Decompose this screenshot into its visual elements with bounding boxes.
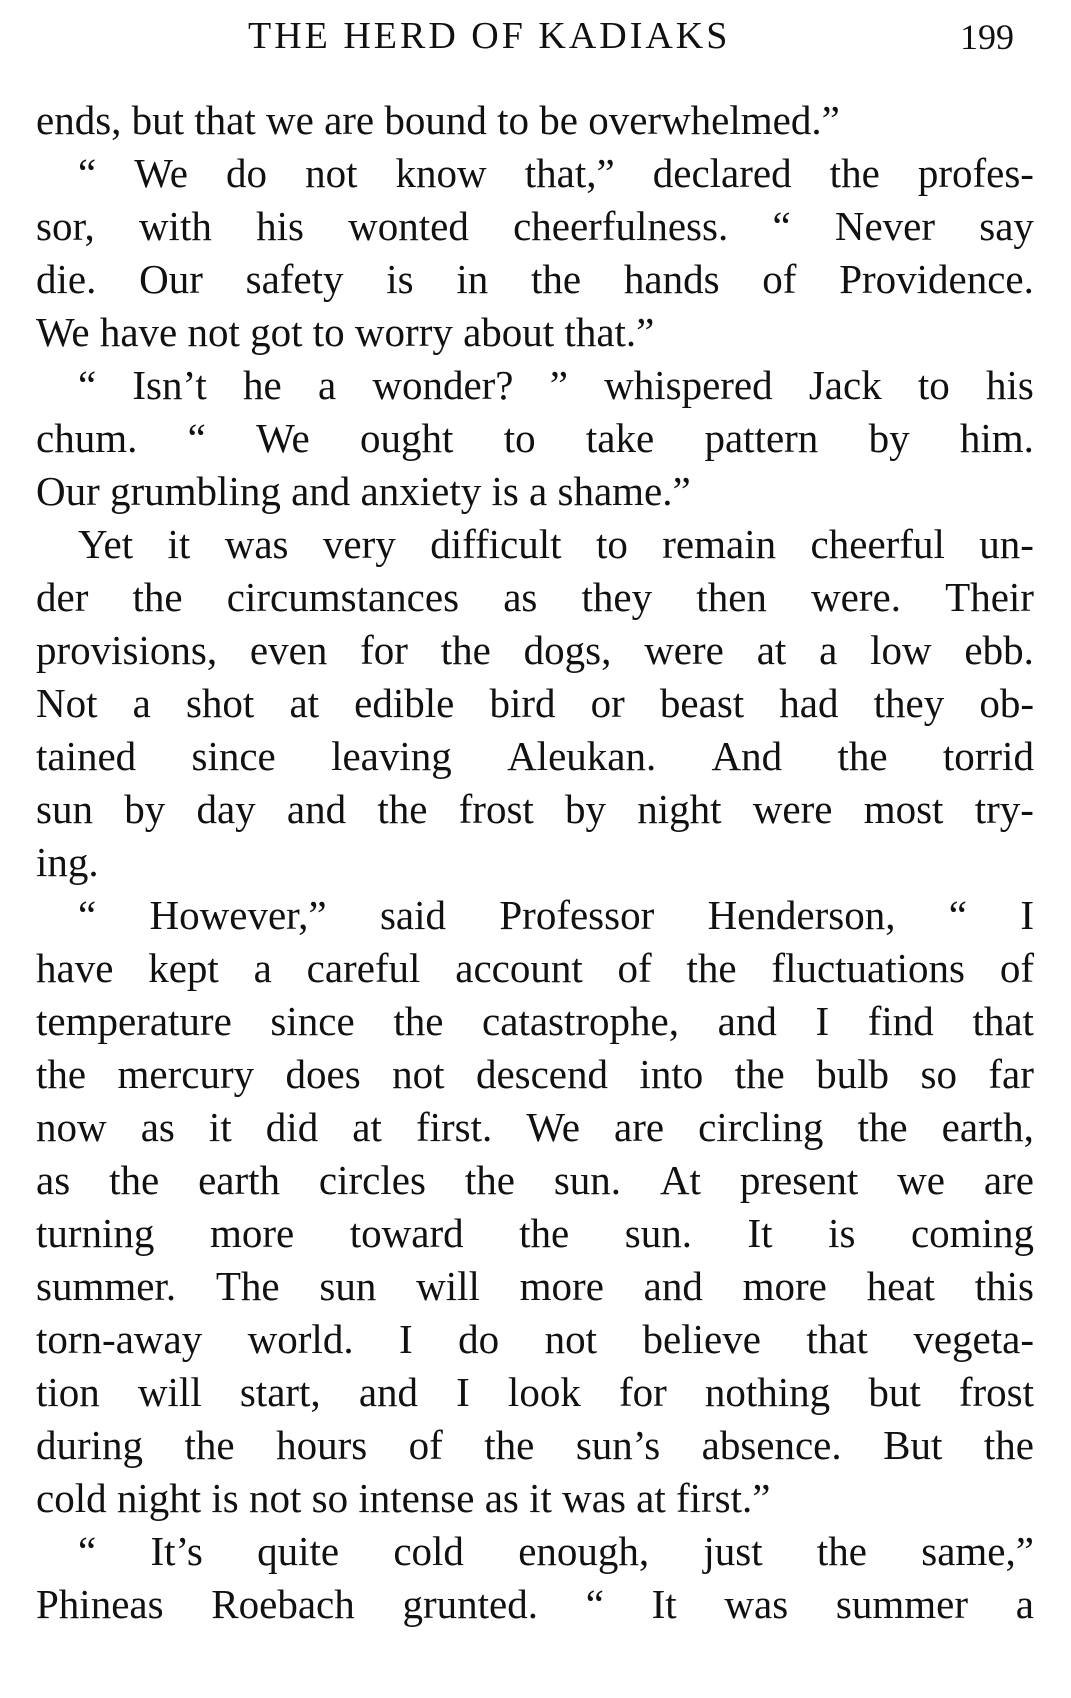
word: the xyxy=(837,733,888,779)
word: by xyxy=(124,786,166,832)
word: of xyxy=(408,1422,443,1468)
running-head xyxy=(0,14,1071,74)
word: very xyxy=(322,521,396,567)
word: I xyxy=(1020,892,1034,938)
word: into xyxy=(639,1051,704,1097)
word: most xyxy=(863,786,944,832)
word: Professor xyxy=(499,892,655,938)
word: It’s xyxy=(150,1528,203,1574)
word: the xyxy=(36,1051,87,1097)
word: a xyxy=(132,680,151,726)
word: his xyxy=(256,203,304,249)
word: nothing xyxy=(704,1369,831,1415)
word: say xyxy=(979,203,1034,249)
word: since xyxy=(270,998,355,1044)
page-number: 199 xyxy=(960,17,1014,57)
text-line: ing. xyxy=(36,839,99,885)
word: cold xyxy=(393,1528,464,1574)
word: absence. xyxy=(701,1422,842,1468)
text-line xyxy=(36,1101,1034,1154)
word: torn-away xyxy=(36,1316,203,1362)
word: believe xyxy=(642,1316,761,1362)
word: whispered xyxy=(604,362,773,408)
word: were xyxy=(752,786,833,832)
word: at xyxy=(289,680,320,726)
word: catastrophe, xyxy=(482,998,679,1044)
word: ob- xyxy=(979,680,1034,726)
word: Roebach xyxy=(211,1581,355,1627)
word: first. xyxy=(415,1104,493,1150)
word: even xyxy=(249,627,328,673)
word: “ xyxy=(585,1581,604,1627)
word: but xyxy=(868,1369,921,1415)
word: Henderson, xyxy=(707,892,896,938)
word: with xyxy=(138,203,212,249)
word: We xyxy=(526,1104,580,1150)
word: Providence. xyxy=(839,256,1034,302)
word: of xyxy=(617,945,652,991)
word: circumstances xyxy=(226,574,460,620)
word: was xyxy=(224,521,289,567)
word: is xyxy=(828,1210,856,1256)
word: edible xyxy=(354,680,455,726)
word: And xyxy=(711,733,783,779)
word: are xyxy=(983,1157,1034,1203)
word: a xyxy=(1015,1581,1034,1627)
word: in xyxy=(456,256,489,302)
text-line xyxy=(36,1260,1034,1313)
word: “ xyxy=(78,892,97,938)
word: night xyxy=(637,786,722,832)
word: Our xyxy=(139,256,203,302)
word: The xyxy=(215,1263,280,1309)
word: declared xyxy=(652,150,792,196)
word: as xyxy=(140,1104,175,1150)
word: ebb. xyxy=(964,627,1034,673)
word: Their xyxy=(945,574,1034,620)
text-line: ends, but that we are bound to be overwhelmed.” xyxy=(36,97,840,143)
word: tained xyxy=(36,733,137,779)
word: the xyxy=(816,1528,867,1574)
word: mercury xyxy=(117,1051,255,1097)
word: “ xyxy=(78,362,97,408)
word: world. xyxy=(247,1316,354,1362)
word: they xyxy=(873,680,945,726)
text-line xyxy=(36,942,1034,995)
text-line xyxy=(36,1313,1034,1366)
word: do xyxy=(458,1316,500,1362)
text-line xyxy=(36,995,1034,1048)
word: they xyxy=(581,574,653,620)
word: sun xyxy=(319,1263,377,1309)
word: the xyxy=(132,574,183,620)
word: account xyxy=(455,945,583,991)
word: more xyxy=(519,1263,604,1309)
word: chum. xyxy=(36,415,138,461)
word: I xyxy=(815,998,830,1044)
word: However,” xyxy=(149,892,327,938)
word: Not xyxy=(36,680,98,726)
word: and xyxy=(717,998,777,1044)
word: for xyxy=(618,1369,667,1415)
word: that xyxy=(972,998,1034,1044)
word: sun. xyxy=(553,1157,622,1203)
word: the xyxy=(393,998,444,1044)
word: have xyxy=(36,945,114,991)
text-line xyxy=(36,253,1034,306)
word: not xyxy=(305,150,358,196)
text-line xyxy=(36,889,1034,942)
word: “ xyxy=(772,203,791,249)
word: to xyxy=(595,521,628,567)
text-line xyxy=(36,1366,1034,1419)
word: were. xyxy=(811,574,901,620)
word: and xyxy=(358,1369,419,1415)
word: more xyxy=(209,1210,295,1256)
word: or xyxy=(590,680,625,726)
word: far xyxy=(988,1051,1034,1097)
word: der xyxy=(36,574,89,620)
word: him. xyxy=(959,415,1034,461)
word: sun. xyxy=(624,1210,692,1256)
text-line xyxy=(36,1525,1034,1578)
word: do xyxy=(225,150,267,196)
text-line xyxy=(36,571,1034,624)
word: “ xyxy=(948,892,967,938)
word: as xyxy=(36,1157,71,1203)
word: that,” xyxy=(524,150,615,196)
word: as xyxy=(503,574,538,620)
text-line xyxy=(36,359,1034,412)
text-line: We have not got to worry about that.” xyxy=(36,309,655,355)
word: summer xyxy=(835,1581,969,1627)
word: he xyxy=(243,362,282,408)
text-line xyxy=(36,730,1034,783)
word: “ xyxy=(78,1528,97,1574)
word: bulb xyxy=(816,1051,890,1097)
word: Jack xyxy=(808,362,882,408)
word: descend xyxy=(475,1051,608,1097)
text-line xyxy=(36,518,1034,571)
word: safety xyxy=(245,256,344,302)
word: kept xyxy=(148,945,219,991)
word: frost xyxy=(458,786,534,832)
text-line xyxy=(36,1048,1034,1101)
word: summer. xyxy=(36,1263,177,1309)
word: enough, xyxy=(518,1528,650,1574)
word: Aleukan. xyxy=(507,733,657,779)
text-line xyxy=(36,147,1034,200)
word: heat xyxy=(866,1263,935,1309)
word: It xyxy=(651,1581,677,1627)
word: turning xyxy=(36,1210,155,1256)
word: die. xyxy=(36,256,97,302)
word: circling xyxy=(698,1104,824,1150)
word: At xyxy=(659,1157,701,1203)
word: were xyxy=(644,627,724,673)
text-line: Our grumbling and anxiety is a shame.” xyxy=(36,468,691,514)
text-line xyxy=(36,624,1034,677)
word: dogs, xyxy=(523,627,612,673)
word: does xyxy=(285,1051,361,1097)
word: will xyxy=(416,1263,480,1309)
word: the xyxy=(184,1422,235,1468)
text-line xyxy=(36,412,1034,465)
word: start, xyxy=(239,1369,321,1415)
word: to xyxy=(503,415,536,461)
word: and xyxy=(286,786,347,832)
word: will xyxy=(137,1369,202,1415)
word: try- xyxy=(974,786,1034,832)
text-line xyxy=(36,677,1034,730)
word: quite xyxy=(257,1528,340,1574)
word: pattern xyxy=(704,415,819,461)
word: by xyxy=(868,415,910,461)
word: beast xyxy=(659,680,745,726)
word: the xyxy=(440,627,491,673)
word: grunted. xyxy=(402,1581,538,1627)
word: it xyxy=(167,521,191,567)
word: bird xyxy=(489,680,556,726)
word: is xyxy=(386,256,414,302)
word: more xyxy=(742,1263,827,1309)
text-line: cold night is not so intense as it was at first.” xyxy=(36,1475,771,1521)
word: coming xyxy=(910,1210,1034,1256)
word: the xyxy=(464,1157,515,1203)
word: a xyxy=(819,627,838,673)
word: hands xyxy=(623,256,720,302)
word: did xyxy=(265,1104,319,1150)
word: we xyxy=(897,1157,945,1203)
word: fluctuations xyxy=(771,945,965,991)
word: at xyxy=(756,627,787,673)
word: profes- xyxy=(917,150,1034,196)
word: cheerfulness. xyxy=(513,203,729,249)
word: I xyxy=(399,1316,413,1362)
word: the xyxy=(531,256,582,302)
word: provisions, xyxy=(36,627,218,673)
word: his xyxy=(986,362,1034,408)
word: sor, xyxy=(36,203,95,249)
word: “ xyxy=(78,150,97,196)
word: the xyxy=(734,1051,785,1097)
text-line xyxy=(36,200,1034,253)
word: of xyxy=(762,256,797,302)
body-text xyxy=(36,94,1034,1631)
word: “ xyxy=(187,415,206,461)
word: said xyxy=(379,892,447,938)
text-line xyxy=(36,783,1034,836)
word: temperature xyxy=(36,998,232,1044)
word: hours xyxy=(276,1422,368,1468)
word: ought xyxy=(360,415,454,461)
word: cheerful xyxy=(810,521,945,567)
word: wonder? xyxy=(372,362,514,408)
word: ” xyxy=(549,362,568,408)
word: by xyxy=(565,786,607,832)
word: had xyxy=(779,680,839,726)
word: know xyxy=(395,150,487,196)
word: of xyxy=(999,945,1034,991)
word: look xyxy=(507,1369,581,1415)
word: circles xyxy=(318,1157,426,1203)
word: was xyxy=(724,1581,789,1627)
word: not xyxy=(544,1316,598,1362)
word: careful xyxy=(306,945,421,991)
word: sun xyxy=(36,786,93,832)
word: to xyxy=(917,362,950,408)
word: for xyxy=(360,627,408,673)
word: the xyxy=(686,945,737,991)
text-line xyxy=(36,1154,1034,1207)
word: remain xyxy=(662,521,777,567)
word: not xyxy=(392,1051,445,1097)
word: a xyxy=(253,945,272,991)
word: the xyxy=(377,786,428,832)
word: I xyxy=(456,1369,470,1415)
word: same,” xyxy=(921,1528,1034,1574)
word: just xyxy=(703,1528,763,1574)
word: un- xyxy=(979,521,1034,567)
word: low xyxy=(870,627,932,673)
word: earth, xyxy=(941,1104,1034,1150)
word: find xyxy=(867,998,934,1044)
word: day xyxy=(196,786,256,832)
word: and xyxy=(643,1263,703,1309)
word: Never xyxy=(834,203,936,249)
word: during xyxy=(36,1422,144,1468)
word: that xyxy=(806,1316,868,1362)
word: earth xyxy=(198,1157,281,1203)
word: difficult xyxy=(430,521,562,567)
word: Phineas xyxy=(36,1581,164,1627)
word: Isn’t xyxy=(132,362,207,408)
word: But xyxy=(883,1422,943,1468)
word: Yet xyxy=(78,521,134,567)
word: it xyxy=(208,1104,232,1150)
word: the xyxy=(983,1422,1034,1468)
word: present xyxy=(739,1157,859,1203)
word: take xyxy=(585,415,655,461)
word: the xyxy=(857,1104,908,1150)
word: now xyxy=(36,1104,107,1150)
text-line xyxy=(36,1578,1034,1631)
word: shot xyxy=(185,680,255,726)
word: the xyxy=(484,1422,535,1468)
word: frost xyxy=(958,1369,1034,1415)
word: at xyxy=(352,1104,382,1150)
word: this xyxy=(974,1263,1034,1309)
word: the xyxy=(519,1210,570,1256)
word: are xyxy=(614,1104,665,1150)
word: sun’s xyxy=(575,1422,661,1468)
word: a xyxy=(317,362,337,408)
word: It xyxy=(747,1210,773,1256)
word: the xyxy=(109,1157,160,1203)
word: wonted xyxy=(348,203,469,249)
word: torrid xyxy=(942,733,1034,779)
word: then xyxy=(696,574,767,620)
word: leaving xyxy=(331,733,452,779)
running-title: THE HERD OF KADIAKS xyxy=(248,15,731,57)
word: the xyxy=(829,150,880,196)
word: vegeta- xyxy=(913,1316,1034,1362)
text-line xyxy=(36,1419,1034,1472)
word: toward xyxy=(349,1210,464,1256)
word: We xyxy=(256,415,310,461)
word: tion xyxy=(36,1369,100,1415)
word: since xyxy=(191,733,276,779)
word: We xyxy=(134,150,188,196)
word: so xyxy=(920,1051,957,1097)
text-line xyxy=(36,1207,1034,1260)
